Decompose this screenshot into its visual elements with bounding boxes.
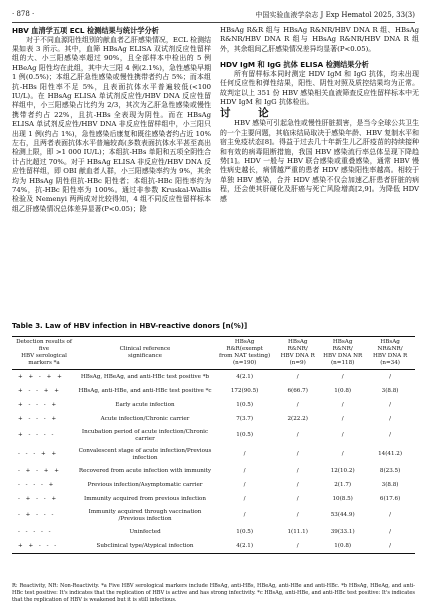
table-body bbox=[12, 370, 415, 554]
table-cell: / bbox=[296, 451, 299, 457]
table-row bbox=[12, 384, 415, 398]
table-header-cell: Clinical reference significance bbox=[76, 337, 214, 370]
table-cell: / bbox=[296, 495, 299, 502]
table-cell: + + - - - bbox=[12, 539, 76, 554]
table-row bbox=[12, 426, 415, 445]
table-cell: Early acute infection bbox=[115, 401, 175, 408]
table-cell: / bbox=[389, 373, 392, 380]
table-cell: 6(17.6) bbox=[379, 495, 401, 502]
table-row bbox=[12, 506, 415, 525]
table-cell: / bbox=[341, 451, 344, 457]
table-row bbox=[12, 525, 415, 539]
table-header-cell: HBsAg R&R(exempt from NAT testing) (n=190) bbox=[214, 337, 275, 370]
table-cell: 1(11.1) bbox=[287, 528, 308, 535]
table-cell: / bbox=[389, 528, 392, 535]
table-cell: / bbox=[389, 401, 392, 408]
table-cell: Subclinical type/Atypical infection bbox=[76, 539, 214, 554]
paragraph-hdv-results: 所有留样标本同时测定 HDV IgM 和 IgG 抗体，均未出现任何反应性和弹性结果，阳性、阴性对照及质控结果均为正常。故判定以上 351 份 HBV 感染相关血液筛查反应性留样标本中无 HDV IgM 和 IgG 抗体检出。 bbox=[220, 69, 419, 106]
table-header-cell: HBsAg NR&NR/ HBV DNA R (n=34) bbox=[365, 337, 415, 370]
table-cell: / bbox=[296, 373, 299, 380]
left-column bbox=[12, 26, 211, 214]
table-cell: + - - - + bbox=[18, 401, 59, 408]
table-cell: 10(8.5) bbox=[332, 495, 353, 502]
table-header-cell: HBsAg R&NR/ HBV DNA NR (n=118) bbox=[320, 337, 365, 370]
table-row bbox=[12, 478, 415, 492]
table-row bbox=[12, 492, 415, 506]
table-cell: - + - - + bbox=[18, 495, 59, 502]
table-cell: / bbox=[243, 451, 246, 457]
page-number: · 878 · bbox=[12, 10, 35, 18]
table-cell: Previous infection/Asymptomatic carrier bbox=[87, 481, 203, 488]
table-caption: Table 3. Law of HBV infection in HBV-reactive donors [n(%)] bbox=[12, 322, 248, 330]
paragraph-ecl-results: 对于不同血源阳性组别的献血者乙肝感染情况，ECL 检测结果如表 3 所示。其中，血筛 HBsAg ELISA 双试剂反应性留样组的大、小三阳感染率超过 90%，且全部样本中检出的 5 例 HBeAg 阳性均在此组，其中大三阳 4 例(2.1%)，急性感染早期 1 例(0.5%)；本组乙肝急性感染或慢性携带者约占 5%；而本组抗-HBs 阳性率不足 5%，且表面抗体水平普遍较低(<100 IU/L)。在 HBsAg ELISA 单试剂反应性/HBV DNA 反应性留样组中，小三阳感染占比约为 2/3，其次为乙肝急性感染或慢性携带者约占 22%，且抗-HBs 全表现为阴性。而在 HBsAg ELISA 单试剂反应性/HBV DNA 非反应性留样组中，小三阳只出现 1 例(约占 1%)，急性感染后康复和既往感染者约占近 10% 左右，且两者表面抗体水平普遍较高(多数表面抗体水平甚至高出检测上限，即 >1 000 IU/L)；本组抗-HBs 单阳和五项全阴性合计占比超过 70%。对于 HBsAg ELISA 非反应性/HBV DNA 反应性留样组，即 OBI 献血者人群，小三阳感染率约为 9%，其余均为 HBsAg 阴性但抗-HBc 阳性者；本组抗-HBc 阳性率约为 74%，抗-HBc 阳性率为 100%。通过非参数 Kruskal-Wallis 检验及 Nemenyi 两两成对比较得知，4 组不同反应性留样标本组乙肝感染情况总体差异显著(P<0.05)；除 bbox=[12, 35, 211, 213]
table-cell: 2(22.2) bbox=[287, 415, 308, 422]
table-cell: - - - + + bbox=[18, 451, 59, 457]
table-cell: / bbox=[341, 415, 344, 422]
journal-title: 中国实验血液学杂志 J Exp Hematol 2025, 33(3) bbox=[255, 11, 415, 19]
table-cell: 12(10.2) bbox=[330, 467, 355, 474]
discussion-heading: 讨 论 bbox=[220, 107, 281, 120]
table-row bbox=[12, 464, 415, 478]
table-cell: - + - - - bbox=[18, 512, 56, 518]
table-cell: - - - - - bbox=[18, 528, 53, 535]
paragraph-discussion: HBV 感染可引起急性或慢性肝脏损害，是当今全球公共卫生的一个主要问题，其临床结局取决于感染年龄、HBV 复制水平和宿主免疫状态[8]。得益于过去几十年新生儿乙肝疫苗的持续接种和有效的病毒阻断措施，我国 HBV 感染流行率总体呈现下降趋势[1]。HDV 一般与 HBV 联合感染或重叠感染，通常 HBV 慢性病史越长，病情越严重的患者 HDV 感染阳性率越高。相较于单独 HBV 感染，合并 HDV 感染不仅会加速乙肝患者肝脏的病程，还会使其肝硬化及肝癌与死亡风险增高[2,9]。为降低 HDV 感 bbox=[220, 119, 419, 203]
table-cell: 14(41.2) bbox=[378, 451, 403, 457]
table-cell: Immunity acquired from previous infection bbox=[83, 495, 207, 502]
table-cell: 7(3.7) bbox=[236, 415, 254, 422]
table-footnote: R: Reactivity, NR: Non-Reactivity. *a Five HBV serological markers include HBsAg, anti-HBs, HBeAg, anti-HBe and anti-HBc. *b HBsAg, HBeAg, and anti-HBc test positive: It's indicates that the replication of HBV is active and has strong infectivity. *c HBsAg, anti-HBe, and anti-HBc test positive: It's indicates that the replication of HBV is weakened but it is still infectious. bbox=[12, 583, 415, 604]
table-cell: - - - - + bbox=[18, 481, 56, 488]
table-cell: 53(44.9) bbox=[330, 512, 355, 518]
table-cell: / bbox=[296, 481, 299, 488]
table-row bbox=[12, 539, 415, 554]
table-cell: + - - + + bbox=[18, 387, 61, 394]
table-row bbox=[12, 370, 415, 385]
table-cell: Acute infection/Chronic carrier bbox=[100, 415, 190, 422]
section-heading-hdv: HDV IgM 和 IgG 抗体 ELISA 检测结果分析 bbox=[220, 60, 369, 70]
table-cell: / bbox=[296, 432, 299, 438]
table-cell: Incubation period of acute infection/Chronic carrier bbox=[81, 428, 209, 442]
table-cell: / bbox=[389, 512, 392, 518]
table-cell: - + - + + bbox=[18, 467, 61, 474]
table-cell: / bbox=[296, 512, 299, 518]
table-cell: 39(33.1) bbox=[330, 528, 355, 535]
table-row bbox=[12, 412, 415, 426]
table-cell: / bbox=[341, 373, 344, 380]
table-cell: / bbox=[296, 401, 299, 408]
table-cell: 4(2.1) bbox=[236, 373, 254, 380]
table-cell: + - - - - bbox=[18, 432, 56, 438]
table-header-cell: HBsAg R&NR/ HBV DNA R (n=9) bbox=[275, 337, 320, 370]
table-cell: / bbox=[341, 432, 344, 438]
table-cell: / bbox=[243, 481, 246, 488]
table-cell: + - - - + bbox=[18, 415, 59, 422]
running-header bbox=[12, 8, 415, 23]
table-cell: 1(0.5) bbox=[236, 401, 254, 408]
table-cell: 3(8.8) bbox=[381, 387, 399, 394]
table-cell: 6(66.7) bbox=[287, 387, 308, 394]
table-cell: / bbox=[389, 415, 392, 422]
table-cell: Convalescent stage of acute infection/Previous infection bbox=[78, 447, 212, 461]
table-cell: HBsAg, anti-HBe, and anti-HBc test positive *c bbox=[78, 387, 212, 394]
table-cell: / bbox=[389, 432, 392, 438]
table-cell: 172(90.5) bbox=[230, 387, 259, 394]
table-cell: / bbox=[341, 401, 344, 408]
table-cell: 1(0.8) bbox=[320, 539, 365, 554]
table-cell: / bbox=[365, 539, 415, 554]
table-cell: 1(0.8) bbox=[334, 387, 352, 394]
table-cell: / bbox=[296, 467, 299, 474]
table-cell: Immunity acquired through vaccination /Previous infection bbox=[88, 508, 202, 522]
paragraph-ecl-continued: HBsAg R&R 组与 HBsAg R&NR/HBV DNA R 组、HBsAg R&NR/HBV DNA R 组与 HBsAg R&NR/HBV DNA R 组外，其余组间乙肝感染情况差异均显著(P<0.05)。 bbox=[220, 26, 419, 53]
table-cell: Uninfected bbox=[129, 528, 161, 535]
table-cell: HBsAg, HBeAg, and anti-HBc test positive *b bbox=[80, 373, 210, 380]
table-row bbox=[12, 398, 415, 412]
table-cell: 3(8.8) bbox=[381, 481, 399, 488]
table-cell: / bbox=[243, 512, 246, 518]
table-header-row bbox=[12, 337, 415, 370]
table-cell: / bbox=[243, 495, 246, 502]
table-header-cell: Detection results of five HBV serological markers *a bbox=[12, 337, 76, 370]
right-column bbox=[220, 26, 419, 204]
table-cell: 4(2.1) bbox=[214, 539, 275, 554]
hbv-infection-table bbox=[12, 336, 415, 554]
table-cell: 8(23.5) bbox=[379, 467, 401, 474]
table-cell: 1(0.5) bbox=[236, 528, 254, 535]
section-heading-ecl: HBV 血清学五项 ECL 检测结果与统计学分析 bbox=[12, 26, 159, 35]
table-cell: Recovered from acute infection with immunity bbox=[78, 467, 212, 474]
table-cell: 2(1.7) bbox=[334, 481, 352, 488]
table-row bbox=[12, 445, 415, 464]
table-cell: + + - + + bbox=[18, 373, 64, 380]
table-cell: 1(0.5) bbox=[236, 432, 254, 438]
table-cell: / bbox=[243, 467, 246, 474]
table-cell: / bbox=[275, 539, 320, 554]
